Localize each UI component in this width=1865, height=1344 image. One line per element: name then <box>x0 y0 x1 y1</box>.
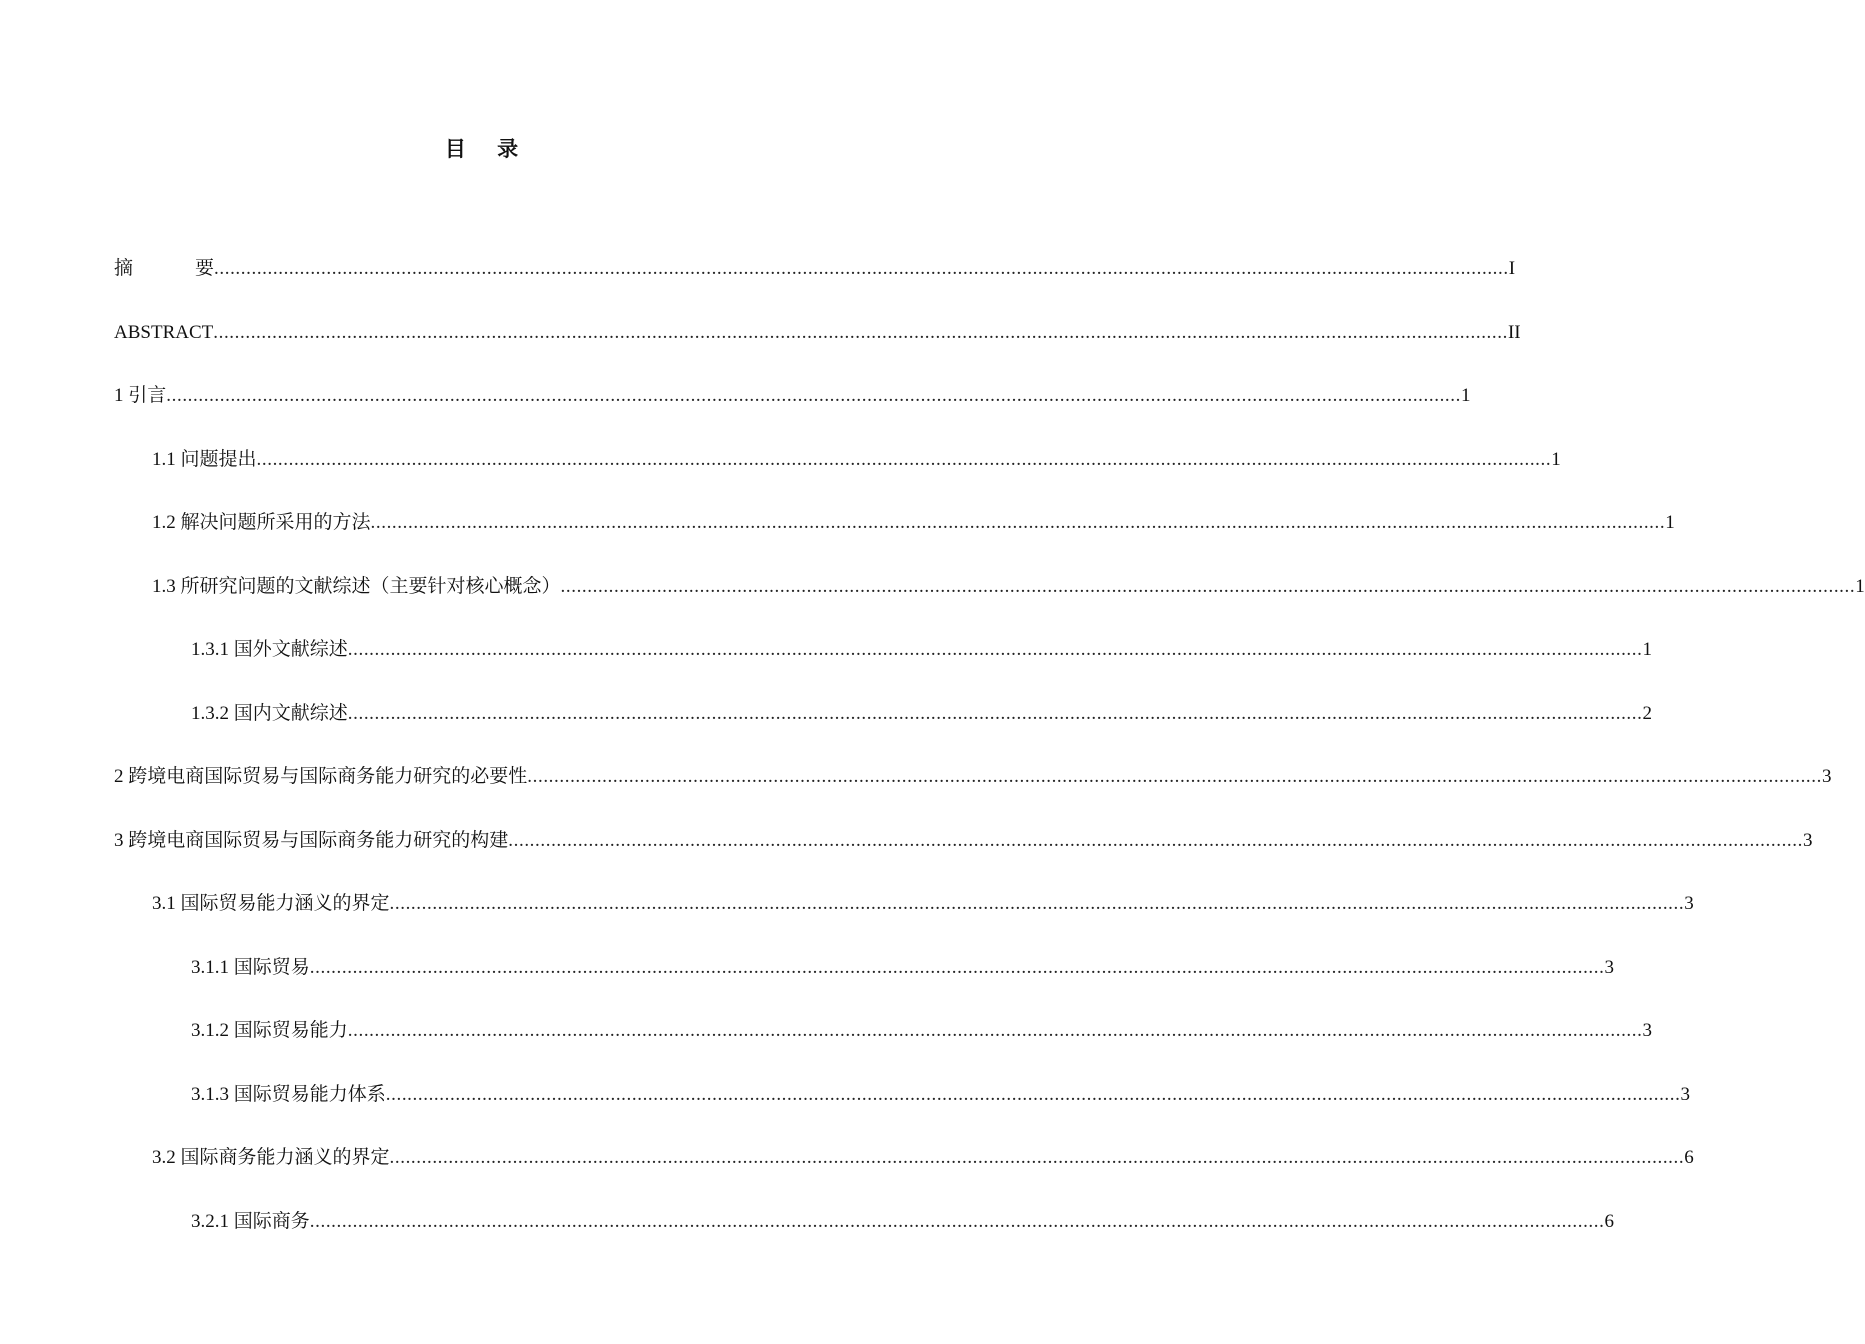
toc-entry-label: 3 跨境电商国际贸易与国际商务能力研究的构建 <box>114 829 509 851</box>
toc-page-number: 3 <box>1604 956 1614 978</box>
toc-entry-abstract-en[interactable] <box>0 318 1521 382</box>
toc-entry-label: ABSTRACT <box>114 321 214 343</box>
toc-dot-leader: .................................................................................................................................................................................................................................................. <box>347 702 1643 724</box>
toc-page-number: 3 <box>1802 829 1813 851</box>
toc-entry-label: 2 跨境电商国际贸易与国际商务能力研究的必要性 <box>114 766 528 787</box>
toc-dot-leader: .................................................................................................................................................................................................................................................. <box>347 639 1643 660</box>
toc-entry-abstract-cn[interactable] <box>0 254 1516 318</box>
toc-page-number: 6 <box>1684 1147 1694 1168</box>
toc-dot-leader: .................................................................................................................................................................................................................................................. <box>527 766 1822 787</box>
toc-title: 目 录 <box>444 137 531 161</box>
toc-entry-1-3-1[interactable] <box>0 635 1652 699</box>
toc-entry-1-3-2[interactable] <box>0 699 1652 763</box>
toc-entry-label: 1.3.1 国外文献综述 <box>191 639 348 660</box>
toc-entry-label: 1.3 所研究问题的文献综述（主要针对核心概念） <box>152 575 561 597</box>
toc-entry-3-1-2[interactable] <box>0 1016 1652 1080</box>
toc-page-number: 1 <box>1855 575 1865 597</box>
toc-page-number: 1 <box>1642 639 1652 660</box>
toc-entry-3-1-3[interactable] <box>0 1080 1690 1144</box>
toc-entry-label: 1.1 问题提出 <box>152 448 257 470</box>
toc-page-number: 3 <box>1684 893 1694 914</box>
toc-entry-3[interactable] <box>0 826 1813 890</box>
toc-page-number: 3 <box>1821 766 1832 787</box>
toc-page-number: I <box>1508 258 1516 279</box>
toc-dot-leader: .................................................................................................................................................................................................................................................. <box>370 512 1666 533</box>
toc-entry-3-2-1[interactable] <box>0 1207 1614 1271</box>
toc-entry-label: 3.1.2 国际贸易能力 <box>191 1020 348 1041</box>
toc-dot-leader: .................................................................................................................................................................................................................................................. <box>560 575 1856 597</box>
toc-entry-label: 1.2 解决问题所采用的方法 <box>152 512 371 533</box>
toc-page-number: 1 <box>1551 448 1561 470</box>
toc-entry-1[interactable] <box>0 381 1471 445</box>
toc-dot-leader: .................................................................................................................................................................................................................................................. <box>385 1083 1681 1105</box>
toc-page-number: II <box>1507 321 1521 343</box>
toc-dot-leader: .................................................................................................................................................................................................................................................. <box>309 1210 1605 1232</box>
toc-page-number: 1 <box>1460 385 1471 406</box>
toc-dot-leader: .................................................................................................................................................................................................................................................. <box>214 258 1509 279</box>
toc-entry-3-1[interactable] <box>0 889 1694 953</box>
toc-entry-label: 1 引言 <box>114 385 167 406</box>
toc-dot-leader: .................................................................................................................................................................................................................................................. <box>389 1147 1685 1168</box>
toc-entry-1-3[interactable] <box>0 572 1865 636</box>
toc-list <box>0 254 1865 1270</box>
toc-entry-label: 3.1.1 国际贸易 <box>191 956 310 978</box>
toc-entry-3-2[interactable] <box>0 1143 1694 1207</box>
toc-entry-label: 1.3.2 国内文献综述 <box>191 702 348 724</box>
toc-entry-label: 3.1 国际贸易能力涵义的界定 <box>152 893 390 914</box>
toc-dot-leader: .................................................................................................................................................................................................................................................. <box>166 385 1461 406</box>
toc-page-number: 6 <box>1604 1210 1614 1232</box>
toc-dot-leader: .................................................................................................................................................................................................................................................. <box>213 321 1508 343</box>
toc-dot-leader: .................................................................................................................................................................................................................................................. <box>347 1020 1643 1041</box>
toc-dot-leader: .................................................................................................................................................................................................................................................. <box>508 829 1803 851</box>
toc-page-number: 3 <box>1642 1020 1652 1041</box>
toc-dot-leader: .................................................................................................................................................................................................................................................. <box>389 893 1685 914</box>
toc-entry-label: 3.2 国际商务能力涵义的界定 <box>152 1147 390 1168</box>
toc-page-number: 3 <box>1680 1083 1690 1105</box>
toc-entry-label: 3.1.3 国际贸易能力体系 <box>191 1083 386 1105</box>
toc-entry-label-tail: 要 <box>195 258 215 279</box>
toc-page-number: 1 <box>1665 512 1675 533</box>
toc-entry-label: 摘 <box>114 258 156 279</box>
toc-entry-3-1-1[interactable] <box>0 953 1614 1017</box>
toc-entry-label: 3.2.1 国际商务 <box>191 1210 310 1232</box>
toc-dot-leader: .................................................................................................................................................................................................................................................. <box>256 448 1552 470</box>
toc-entry-2[interactable] <box>0 762 1832 826</box>
toc-page-number: 2 <box>1642 702 1652 724</box>
toc-entry-1-1[interactable] <box>0 445 1561 509</box>
toc-entry-1-2[interactable] <box>0 508 1675 572</box>
toc-dot-leader: .................................................................................................................................................................................................................................................. <box>309 956 1605 978</box>
